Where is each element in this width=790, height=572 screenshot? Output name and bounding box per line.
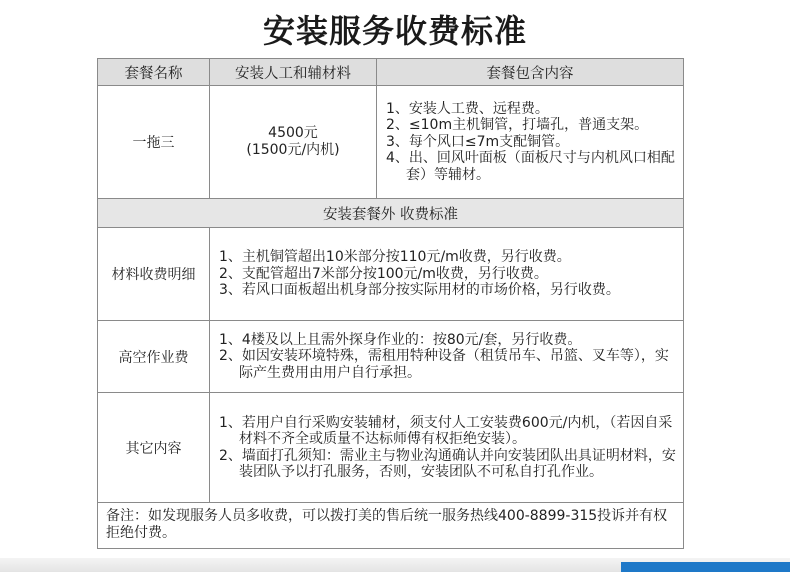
other-content-cell [210,393,684,503]
note-row [98,503,684,549]
list-item: 4、出、回风叶面板（面板尺寸与内机风口相配套）等辅材。 [386,150,675,183]
list-item: 3、每个风口≤7m支配铜管。 [386,133,570,150]
fee-table [97,58,684,549]
list-item: 2、支配管超出7米部分按100元/m收费，另行收费。 [219,265,548,282]
package-content-cell [377,86,684,199]
list-item: 3、若风口面板超出机身部分按实际用材的市场价格，另行收费。 [219,282,620,299]
page-title: 安装服务收费标准 [262,12,527,50]
table-header-row [98,59,684,86]
list-item: 2、墙面打孔须知：需业主与物业沟通确认并向安装团队出具证明材料，安装团队予以打孔服务，否则，安装团队不可私自打孔作业。 [219,447,676,480]
header-labor-materials: 安装人工和辅材料 [210,59,377,86]
package-price: 4500元 [268,125,318,141]
header-package-content: 套餐包含内容 [377,59,684,86]
other-name: 其它内容 [98,393,210,503]
high-altitude-content-cell [210,321,684,393]
note-text: 备注：如发现服务人员多收费，可以拨打美的售后统一服务热线400-8899-315投诉并有权拒绝付费。 [98,503,684,549]
materials-row [98,228,684,321]
package-price-cell [210,86,377,199]
header-package-name: 套餐名称 [98,59,210,86]
list-item: 2、≤10m主机铜管，打墙孔，普通支架。 [386,117,649,134]
list-item: 1、4楼及以上且需外探身作业的：按80元/套，另行收费。 [219,331,582,348]
bottom-accent-bar [621,562,790,572]
package-row [98,86,684,199]
list-item: 1、若用户自行采购安装辅材，须支付人工安装费600元/内机，（若因自采材料不齐全或质量不达标师傅有权拒绝安装）。 [219,414,673,447]
package-name: 一拖三 [98,86,210,199]
list-item: 2、如因安装环境特殊，需租用特种设备（租赁吊车、吊篮、叉车等），实际产生费用由用户自行承担。 [219,348,669,381]
materials-content-cell [210,228,684,321]
extra-section-row [98,199,684,228]
list-item: 1、主机铜管超出10米部分按110元/m收费，另行收费。 [219,249,571,266]
high-altitude-name: 高空作业费 [98,321,210,393]
package-price-unit: (1500元/内机) [246,142,340,158]
list-item: 1、安装人工费、远程费。 [386,100,549,117]
extra-section-title: 安装套餐外 收费标准 [98,199,684,228]
high-altitude-row [98,321,684,393]
other-row [98,393,684,503]
materials-name: 材料收费明细 [98,228,210,321]
